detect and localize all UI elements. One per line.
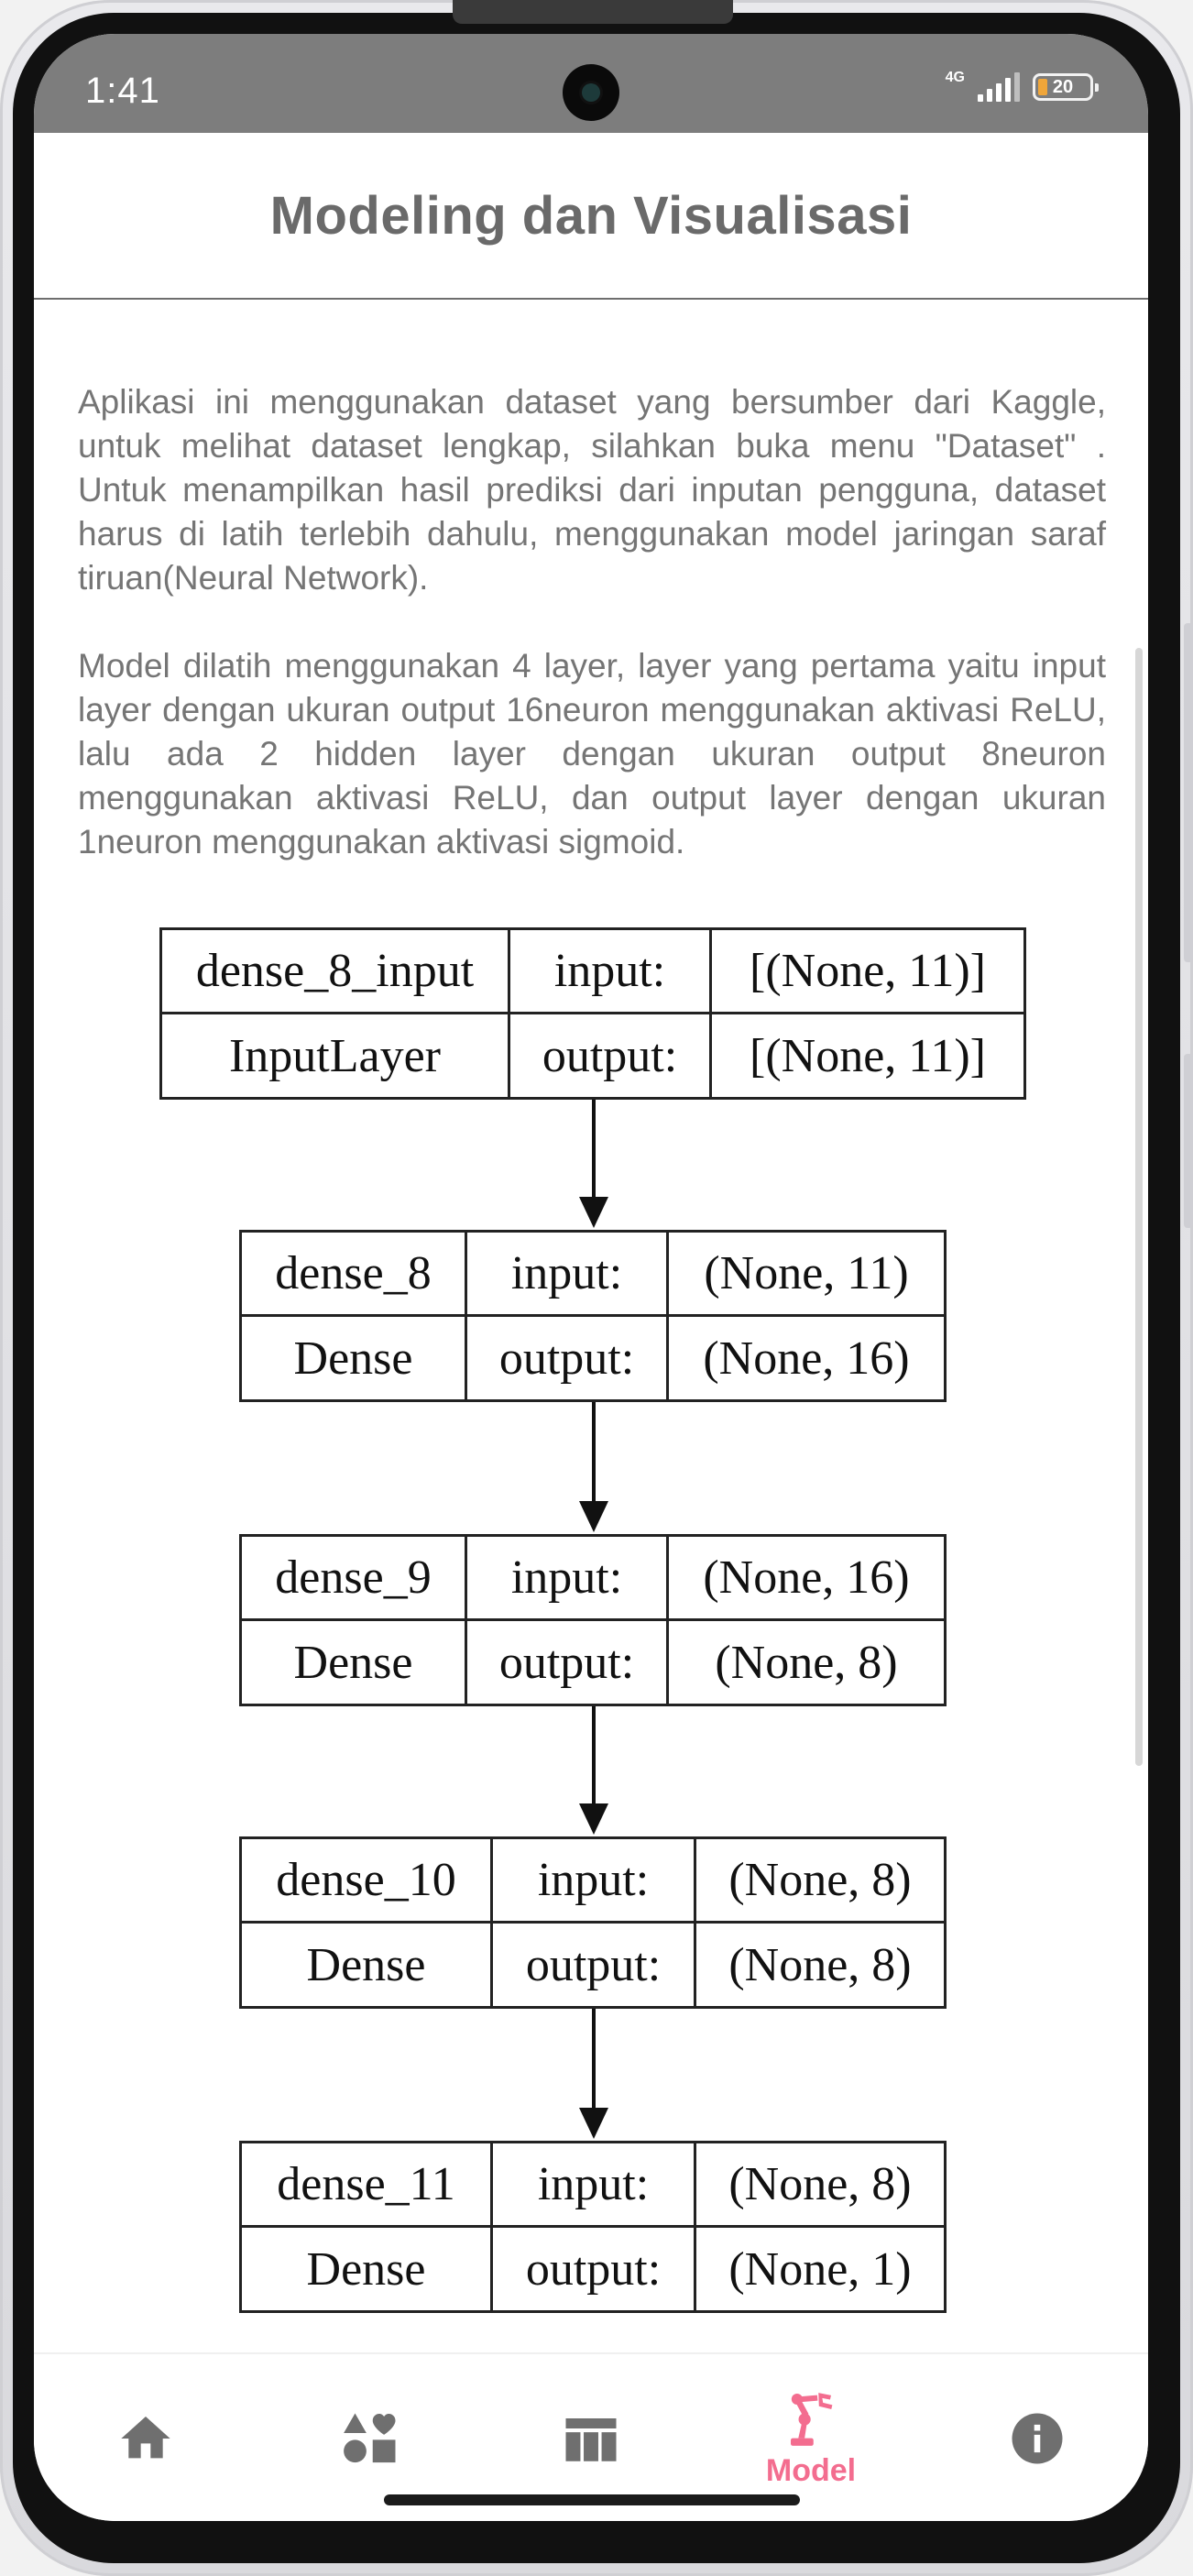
input-shape: (None, 11) (669, 1233, 944, 1317)
table-icon (561, 2408, 621, 2469)
layer-type: InputLayer (162, 1014, 510, 1097)
nav-label-model: Model (765, 2452, 857, 2488)
arrow-head (579, 2108, 608, 2139)
power-button (1184, 1054, 1193, 1228)
main-content[interactable] (34, 300, 1148, 2352)
arrow-connector (592, 1100, 596, 1202)
input-shape: (None, 8) (696, 2143, 944, 2228)
output-label: output: (467, 1317, 669, 1399)
volume-button (1184, 623, 1193, 962)
layer-box (239, 1534, 947, 1706)
description-paragraph-2: Model dilatih menggunakan 4 layer, layer yang pertama yaitu input layer dengan ukuran output 16neuron menggunakan aktivasi ReLU, lalu ada 2 hidden layer dengan ukuran output 8neuron menggunakan aktivasi ReLU, dan output layer dengan ukuran 1neuron menggunakan aktivasi sigmoid. (78, 647, 1106, 860)
arrow-connector (592, 1706, 596, 1809)
signal-icon (978, 72, 1020, 102)
layer-name: dense_9 (242, 1537, 467, 1621)
home-indicator[interactable] (384, 2494, 800, 2505)
status-icons (946, 72, 1093, 102)
network-type: 4G (945, 70, 965, 85)
layer-box (239, 2141, 947, 2313)
front-camera (563, 64, 619, 121)
output-shape: (None, 1) (728, 2242, 912, 2296)
layer-box (159, 927, 1026, 1100)
layer-box (239, 1836, 947, 2009)
layer-type: Dense (242, 1317, 467, 1399)
nav-item-home[interactable] (54, 2354, 237, 2521)
layer-type: Dense (242, 1621, 467, 1704)
battery-icon (1033, 73, 1093, 101)
layer-type: Dense (242, 2228, 493, 2310)
output-label: output: (510, 1014, 712, 1097)
output-label: output: (493, 2228, 696, 2310)
input-shape: (None, 16) (669, 1537, 944, 1621)
layer-type: Dense (242, 1924, 493, 2006)
layer-name: dense_11 (242, 2143, 493, 2228)
page-title: Modeling dan Visualisasi (269, 185, 913, 246)
output-label: output: (467, 1621, 669, 1704)
nav-item-info[interactable] (946, 2354, 1129, 2521)
info-icon (1007, 2408, 1067, 2469)
output-shape: (None, 8) (728, 1938, 912, 1991)
input-label: input: (510, 930, 712, 1014)
output-shape: [(None, 11)] (750, 1029, 986, 1082)
description-paragraph-1: Aplikasi ini menggunakan dataset yang bersumber dari Kaggle, untuk melihat dataset lengkap, silahkan buka menu "Dataset" . Untuk menampilkan hasil prediksi dari inputan pengguna, dataset harus di latih terlebih dahulu, menggunakan model jaringan saraf tiruan(Neural Network). (78, 383, 1106, 597)
app-header (34, 133, 1148, 300)
status-bar (34, 34, 1148, 133)
input-label: input: (467, 1233, 669, 1317)
battery-fill (1038, 79, 1047, 95)
battery-level: 20 (1052, 76, 1074, 97)
arrow-connector (592, 1402, 596, 1507)
layer-name: dense_8_input (162, 930, 510, 1014)
home-icon (116, 2409, 175, 2468)
input-label: input: (493, 1839, 696, 1924)
layer-name: dense_8 (242, 1233, 467, 1317)
robot-arm-icon (781, 2389, 841, 2450)
input-shape: (None, 8) (696, 1839, 944, 1924)
layer-name: dense_10 (242, 1839, 493, 1924)
status-time: 1:41 (85, 71, 160, 111)
arrow-head (579, 1501, 608, 1532)
screen (34, 34, 1148, 2521)
arrow-head (579, 1197, 608, 1228)
output-shape: (None, 16) (703, 1332, 910, 1385)
input-shape: [(None, 11)] (712, 930, 1023, 1014)
input-label: input: (467, 1537, 669, 1621)
output-shape: (None, 8) (715, 1636, 898, 1689)
layer-box (239, 1230, 947, 1402)
input-label: input: (493, 2143, 696, 2228)
category-icon (340, 2408, 400, 2469)
earpiece (453, 0, 733, 24)
scrollbar[interactable] (1135, 648, 1143, 1766)
arrow-head (579, 1803, 608, 1835)
arrow-connector (592, 2009, 596, 2113)
output-label: output: (493, 1924, 696, 2006)
